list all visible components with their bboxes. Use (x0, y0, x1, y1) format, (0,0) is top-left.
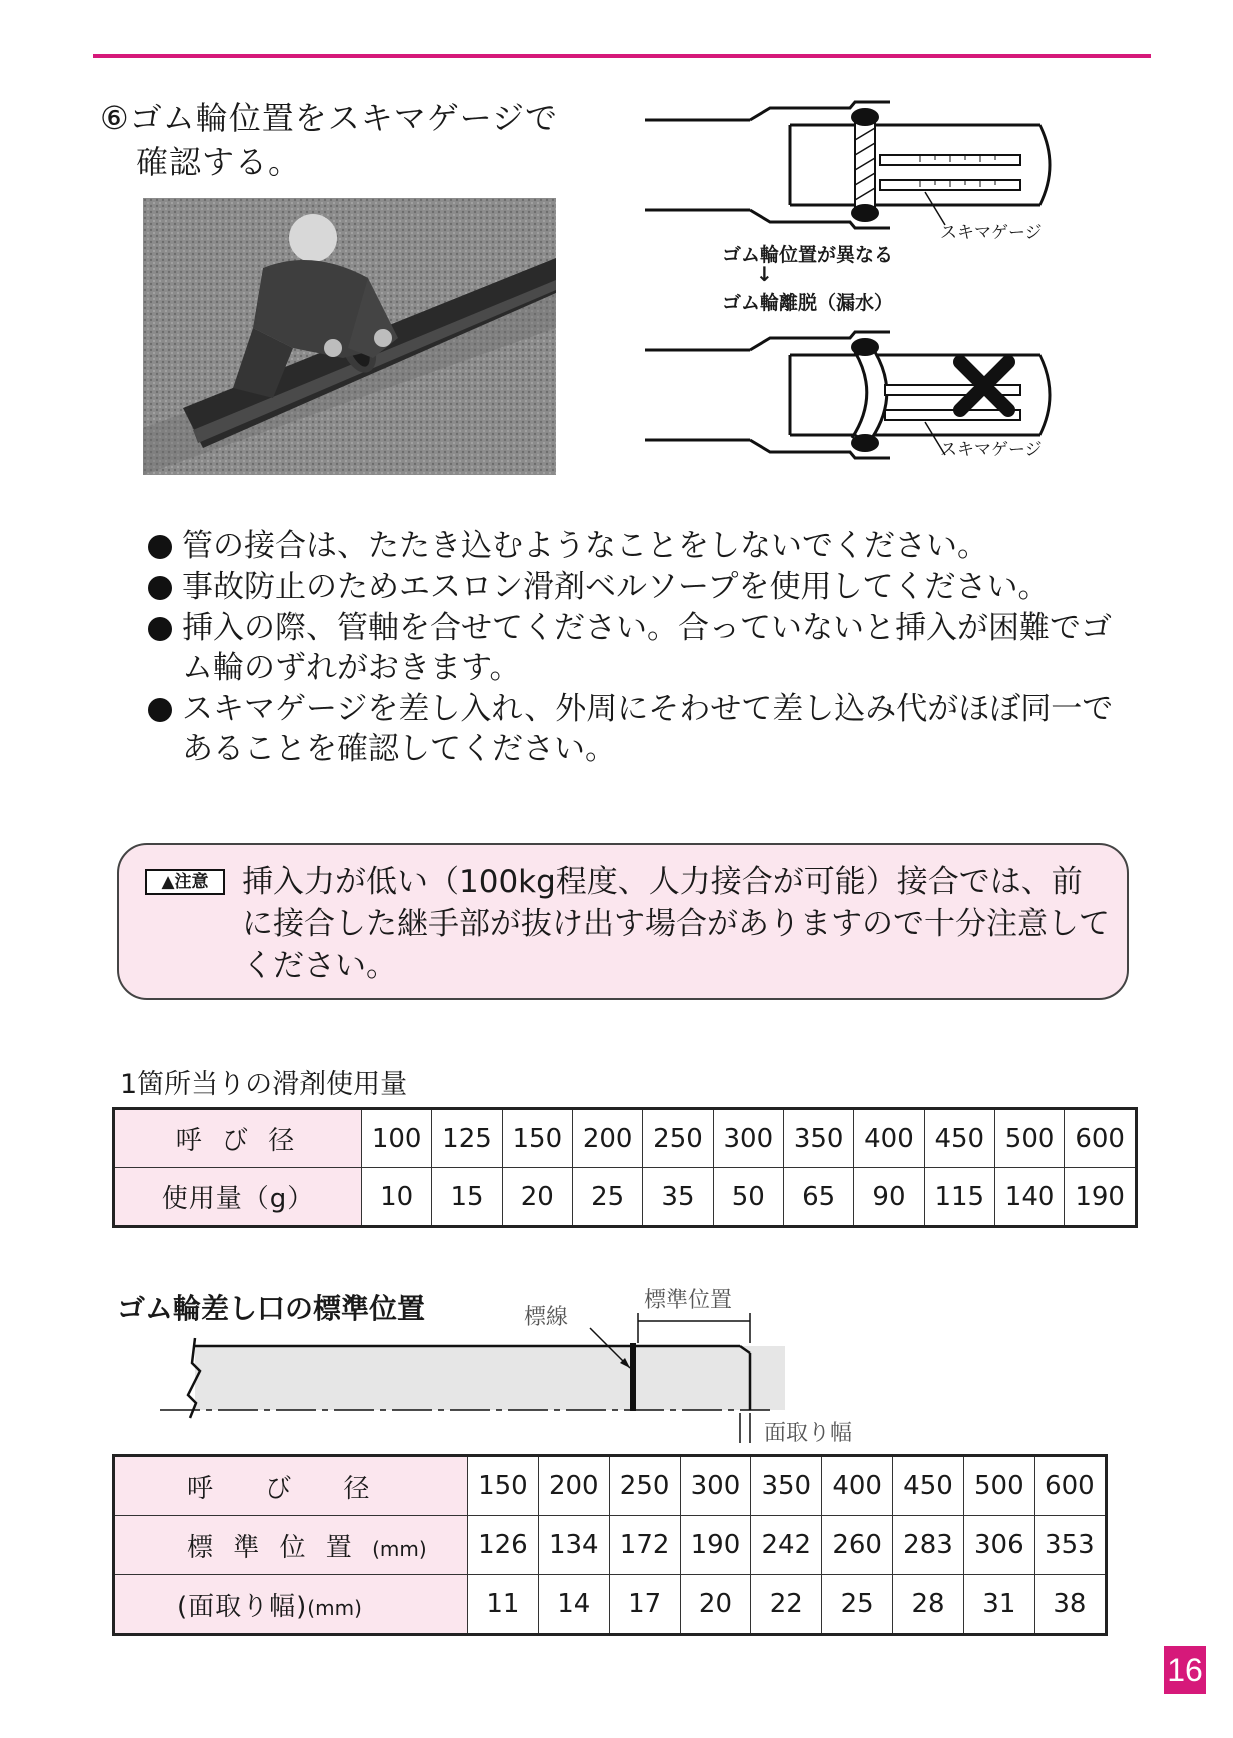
table-cell: 17 (609, 1575, 680, 1635)
table-cell: 300 (713, 1109, 783, 1168)
table-cell: 450 (893, 1456, 964, 1516)
label-gauge-top: スキマゲージ (940, 223, 1042, 243)
worker-photo (143, 198, 556, 475)
table-cell: 600 (1034, 1456, 1106, 1516)
table-cell: 172 (609, 1516, 680, 1575)
table-cell: 600 (1065, 1109, 1137, 1168)
table-cell: 126 (468, 1516, 539, 1575)
label-gauge-bottom: スキマゲージ (940, 440, 1042, 460)
label-mark-line: 標線 (524, 1305, 569, 1330)
page-number: 16 (1164, 1646, 1206, 1694)
table-cell: 242 (751, 1516, 822, 1575)
lubricant-size-label: 呼 び 径 (114, 1109, 362, 1168)
table-cell: 190 (1065, 1168, 1137, 1227)
table-row (114, 1109, 1137, 1168)
lubricant-heading: 1箇所当りの滑剤使用量 (120, 1069, 408, 1100)
worker-photo-illustration (143, 198, 556, 475)
std-chamfer-label (114, 1575, 468, 1635)
table-cell: 38 (1034, 1575, 1106, 1635)
table-cell: 134 (538, 1516, 609, 1575)
table-cell: 300 (680, 1456, 751, 1516)
notes-list (148, 526, 1138, 770)
table-cell: 22 (751, 1575, 822, 1635)
table-row (114, 1456, 1107, 1516)
table-cell: 125 (432, 1109, 502, 1168)
label-standard-position: 標準位置 (644, 1288, 733, 1313)
warning-triangle-icon: ▲ (161, 872, 175, 892)
table-cell: 250 (643, 1109, 713, 1168)
table-cell: 350 (751, 1456, 822, 1516)
table-row (114, 1168, 1137, 1227)
table-cell: 500 (994, 1109, 1064, 1168)
table-cell: 200 (572, 1109, 642, 1168)
rubber-ring-diagram (640, 100, 1080, 480)
table-cell: 260 (822, 1516, 893, 1575)
std-chamfer-label-text: (面取り幅) (177, 1591, 308, 1622)
table-cell: 306 (963, 1516, 1034, 1575)
step-title-line2: 確認する。 (136, 143, 302, 181)
note-item: スキマゲージを差し入れ、外周にそわせて差し込み代がほぼ同一であることを確認してください。 (148, 689, 1138, 769)
table-cell: 500 (963, 1456, 1034, 1516)
table-cell: 20 (502, 1168, 572, 1227)
table-cell: 100 (362, 1109, 432, 1168)
table-cell: 115 (924, 1168, 994, 1227)
table-cell: 31 (963, 1575, 1034, 1635)
table-cell: 400 (854, 1109, 924, 1168)
table-cell: 250 (609, 1456, 680, 1516)
spigot-diagram (150, 1283, 910, 1453)
note-item: 事故防止のためエスロン滑剤ベルソープを使用してください。 (148, 567, 1138, 607)
table-cell: 35 (643, 1168, 713, 1227)
caution-box (117, 843, 1129, 1000)
top-rule (93, 54, 1151, 58)
table-cell: 15 (432, 1168, 502, 1227)
table-cell: 400 (822, 1456, 893, 1516)
table-cell: 140 (994, 1168, 1064, 1227)
table-cell: 190 (680, 1516, 751, 1575)
table-cell: 28 (893, 1575, 964, 1635)
table-cell: 50 (713, 1168, 783, 1227)
lubricant-amount-label: 使用量（g） (114, 1168, 362, 1227)
note-item: 挿入の際、管軸を合せてください。合っていないと挿入が困難でゴム輪のずれがおきます。 (148, 608, 1138, 688)
std-position-label-text: 標 準 位 置 (187, 1532, 358, 1563)
table-cell: 90 (854, 1168, 924, 1227)
std-position-label (114, 1516, 468, 1575)
table-cell: 14 (538, 1575, 609, 1635)
table-cell: 25 (822, 1575, 893, 1635)
table-cell: 283 (893, 1516, 964, 1575)
table-cell: 11 (468, 1575, 539, 1635)
caution-text: 挿入力が低い（100kg程度、人力接合が可能）接合では、前に接合した継手部が抜け出す場合がありますので十分注意してください。 (242, 864, 1110, 984)
std-chamfer-unit: (mm) (307, 1595, 362, 1620)
note-item: 管の接合は、たたき込むようなことをしないでください。 (148, 526, 1138, 566)
table-cell: 450 (924, 1109, 994, 1168)
table-row (114, 1516, 1107, 1575)
table-cell: 353 (1034, 1516, 1106, 1575)
table-cell: 20 (680, 1575, 751, 1635)
table-row (114, 1575, 1107, 1635)
step-title-line1: ⑥ゴム輪位置をスキマゲージで (100, 99, 559, 137)
label-ring-position-differs: ゴム輪位置が異なる (722, 244, 894, 266)
table-cell: 350 (783, 1109, 853, 1168)
caution-badge-label: 注意 (174, 872, 209, 892)
table-cell: 150 (502, 1109, 572, 1168)
table-cell: 150 (468, 1456, 539, 1516)
caution-badge (145, 869, 225, 895)
table-cell: 200 (538, 1456, 609, 1516)
table-cell: 65 (783, 1168, 853, 1227)
std-size-label: 呼 び 径 (114, 1456, 468, 1516)
standard-position-heading: ゴム輪差し口の標準位置 (117, 1292, 426, 1325)
standard-position-table (112, 1454, 1108, 1636)
down-arrow-icon: ↓ (756, 262, 773, 286)
step-title (100, 96, 558, 184)
lubricant-table (112, 1107, 1138, 1228)
std-position-unit: (mm) (372, 1536, 427, 1561)
label-ring-detach: ゴム輪離脱（漏水） (722, 292, 894, 314)
label-chamfer-width: 面取り幅 (764, 1421, 853, 1446)
table-cell: 10 (362, 1168, 432, 1227)
table-cell: 25 (572, 1168, 642, 1227)
